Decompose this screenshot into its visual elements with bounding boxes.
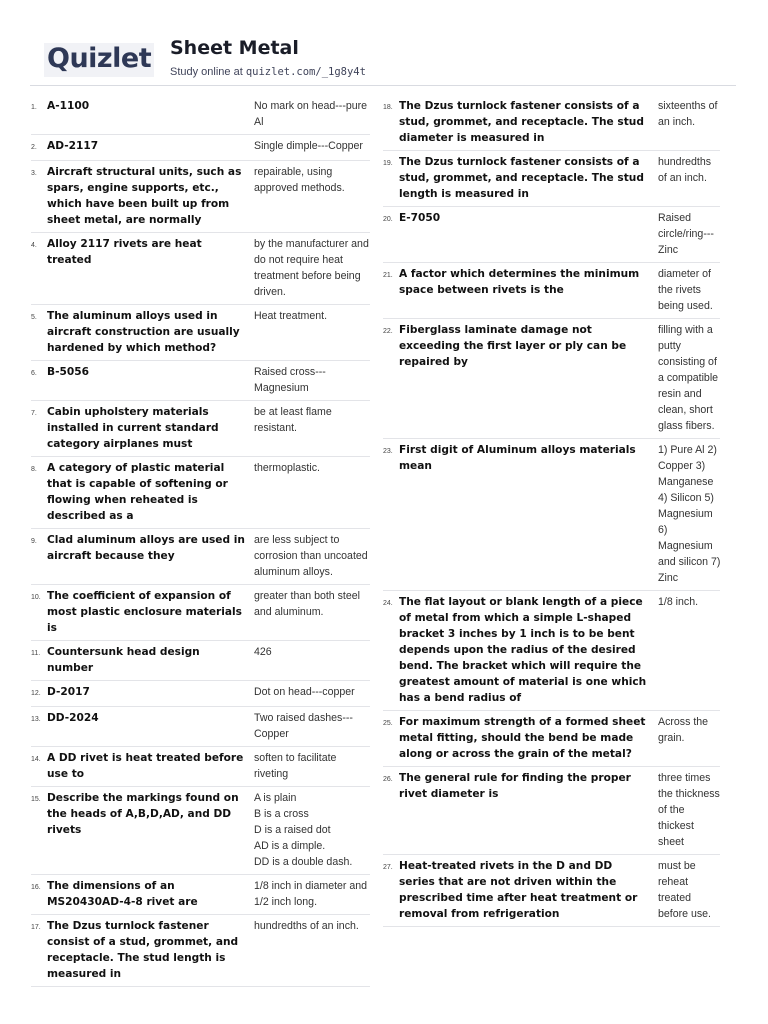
card-number: 22. [383,328,393,335]
card-term: The Dzus turnlock fastener consists of a stud, grommet, and receptacle. The stud length is measured in [399,156,644,200]
flashcard-row [31,787,370,875]
card-definition: diameter of the rivets being used. [658,268,713,312]
card-definition: soften to facilitate riveting [254,752,337,780]
flashcard-row [31,875,370,915]
card-number: 25. [383,720,393,727]
flashcard-row [383,151,720,207]
card-number: 8. [31,466,37,473]
card-number: 1. [31,104,37,111]
flashcard-row [31,233,370,305]
flashcard-row [383,439,720,591]
flashcard-row [31,707,370,747]
card-number: 24. [383,600,393,607]
study-online-url[interactable]: quizlet.com/_1g8y4t [245,66,366,78]
card-number: 17. [31,924,41,931]
card-term: D-2017 [47,686,90,698]
definition-line: A is plain [254,792,297,804]
flashcard-row [31,305,370,361]
flashcard-row [383,319,720,439]
card-definition: filling with a putty consisting of a compatible resin and clean, short glass fibers. [658,324,719,432]
definition-line: DD is a double dash. [254,856,353,868]
flashcard-row [31,585,370,641]
card-term: A DD rivet is heat treated before use to [47,752,244,780]
card-definition: Raised cross---Magnesium [254,366,326,394]
study-online-prefix: Study online at [170,66,246,78]
card-term: A factor which determines the minimum space between rivets is the [399,268,640,296]
card-number: 15. [31,796,41,803]
card-term: The dimensions of an MS20430AD-4-8 rivet are [47,880,198,908]
card-definition: thermoplastic. [254,462,320,474]
card-number: 23. [383,448,393,455]
card-definition: Dot on head---copper [254,686,355,698]
document-header [0,0,768,88]
card-definition: by the manufacturer and do not require heat treatment before being driven. [254,238,369,298]
card-term: Alloy 2117 rivets are heat treated [47,238,202,266]
card-number: 12. [31,690,41,697]
card-number: 5. [31,314,37,321]
card-number: 21. [383,272,393,279]
flashcard-row [383,207,720,263]
left-column [31,95,370,987]
card-definition: hundredths of an inch. [658,156,712,184]
definition-line: D is a raised dot [254,824,331,836]
card-term: The general rule for finding the proper rivet diameter is [399,772,631,800]
card-number: 9. [31,538,37,545]
quizlet-logo: Quizlet [44,43,154,77]
card-number: 7. [31,410,37,417]
card-definition: Across the grain. [658,716,709,744]
flashcard-row [31,135,370,161]
right-column [383,95,720,927]
card-term: B-5056 [47,366,89,378]
card-term: Countersunk head design number [47,646,200,674]
definition-line: B is a cross [254,808,309,820]
card-definition: Heat treatment. [254,310,328,322]
card-definition: Raised circle/ring---Zinc [658,212,714,256]
card-term: Clad aluminum alloys are used in aircraft because they [47,534,245,562]
card-term: DD-2024 [47,712,99,724]
card-definition: No mark on head---pure Al [254,100,368,128]
card-number: 11. [31,650,41,657]
card-term: Describe the markings found on the heads of A,B,D,AD, and DD rivets [47,792,239,836]
card-number: 19. [383,160,393,167]
card-definition: repairable, using approved methods. [254,166,345,194]
card-term: Cabin upholstery materials installed in current standard category airplanes must [47,406,219,450]
flashcard-row [383,95,720,151]
card-term: AD-2117 [47,140,99,152]
flashcard-row [31,529,370,585]
card-term: The coefficient of expansion of most plastic enclosure materials is [47,590,242,634]
card-number: 26. [383,776,393,783]
card-definition: Two raised dashes---Copper [254,712,353,740]
card-term: Fiberglass laminate damage not exceeding the first layer or ply can be repaired by [399,324,627,368]
flashcard-row [31,361,370,401]
card-number: 16. [31,884,41,891]
card-definition: 1) Pure Al 2) Copper 3) Manganese 4) Silicon 5) Magnesium 6) Magnesium and silicon 7) Zinc [658,444,721,584]
card-definition: 1/8 inch. [658,596,699,608]
card-term: The Dzus turnlock fastener consist of a stud, grommet, and receptacle. The stud length is measured in [47,920,239,980]
card-definition: Single dimple---Copper [254,140,363,152]
card-definition: three times the thickness of the thickest sheet [658,772,720,848]
flashcard-row [31,457,370,529]
flashcard-row [31,95,370,135]
flashcard-row [31,641,370,681]
card-number: 2. [31,144,37,151]
card-term: E-7050 [399,212,441,224]
flashcard-row [383,591,720,711]
flashcard-row [383,711,720,767]
card-number: 27. [383,864,393,871]
card-definition: be at least flame resistant. [254,406,332,434]
card-term: The Dzus turnlock fastener consists of a stud, grommet, and receptacle. The stud diameter is measured in [399,100,644,144]
definition-line: AD is a dimple. [254,840,326,852]
card-term: A category of plastic material that is capable of softening or flowing when reheated is described as a [47,462,228,522]
card-number: 10. [31,594,41,601]
flashcard-row [31,915,370,987]
card-number: 13. [31,716,41,723]
card-term: A-1100 [47,100,90,112]
flashcard-row [31,401,370,457]
card-definition: greater than both steel and aluminum. [254,590,361,618]
card-definition: must be reheat treated before use. [658,860,712,920]
card-term: Heat-treated rivets in the D and DD series that are not driven within the prescribed time after heat treatment or removal from refrigeration [399,860,638,920]
card-definition: sixteenths of an inch. [658,100,718,128]
card-term: Aircraft structural units, such as spars, engine supports, etc., which have been built up from sheet metal, are normally [47,166,242,226]
card-term: First digit of Aluminum alloys materials mean [399,444,636,472]
flashcard-row [383,767,720,855]
flashcard-row [31,747,370,787]
card-definition: 1/8 inch in diameter and 1/2 inch long. [254,880,368,908]
flashcard-row [383,263,720,319]
card-term: For maximum strength of a formed sheet metal fitting, should the bend be made along or across the grain of the metal? [399,716,646,760]
card-term: The flat layout or blank length of a piece of metal from which a simple L-shaped bracket 3 inches by 1 inch is to be bent depends upon the radius of the desired bend. The bracket which will require the greatest amount of material is one which has a bend radius of [399,596,647,704]
flashcard-row [31,681,370,707]
card-number: 14. [31,756,41,763]
header-divider [30,85,736,86]
card-number: 6. [31,370,37,377]
card-term: The aluminum alloys used in aircraft construction are usually hardened by which method? [47,310,240,354]
card-definition: are less subject to corrosion than uncoated aluminum alloys. [254,534,368,578]
card-definition [250,790,370,870]
card-definition: 426 [254,646,272,658]
page-title: Sheet Metal [170,37,299,59]
card-definition: hundredths of an inch. [254,920,359,932]
card-number: 18. [383,104,393,111]
card-number: 4. [31,242,37,249]
card-number: 20. [383,216,393,223]
flashcard-row [31,161,370,233]
flashcard-row [383,855,720,927]
card-number: 3. [31,170,37,177]
study-online-line [170,66,366,78]
